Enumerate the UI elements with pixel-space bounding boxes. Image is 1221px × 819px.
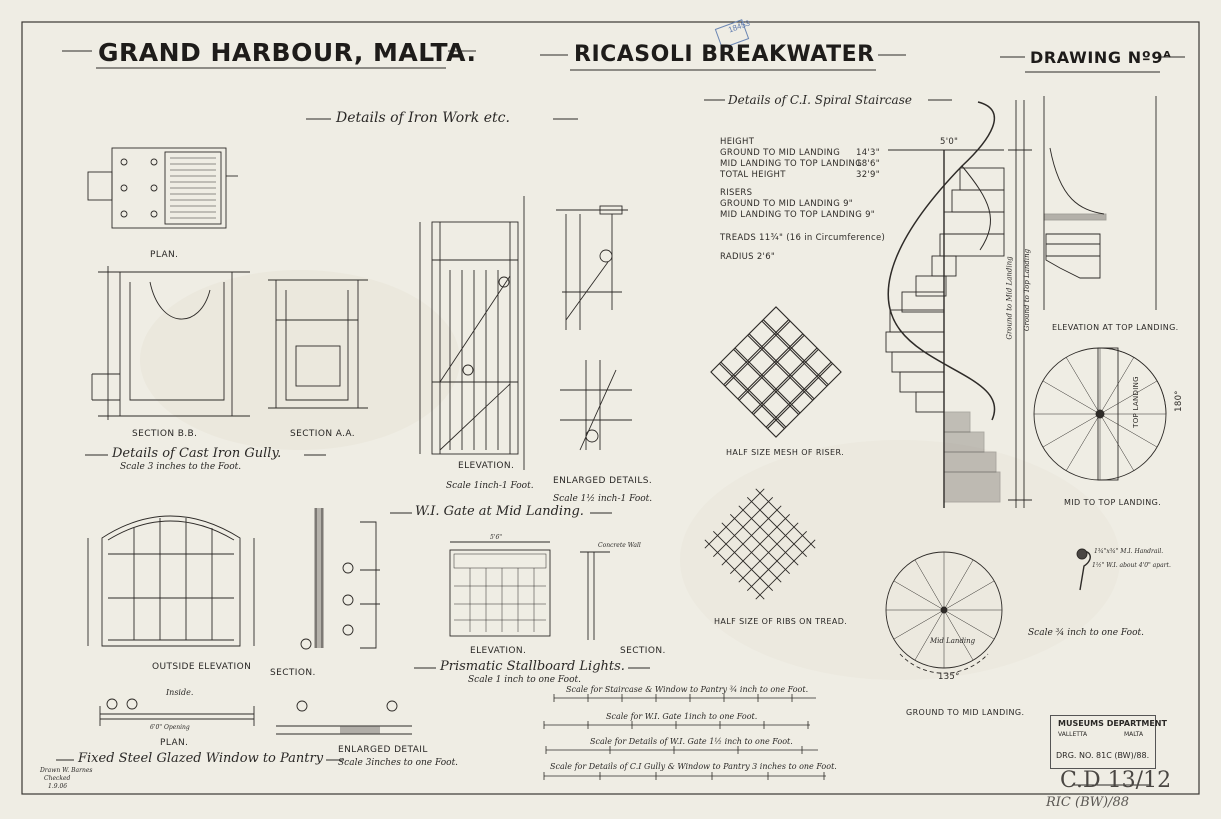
window-opening-dim: 6'0" Opening [150,724,190,731]
handwritten-reference: RIC (BW)/88 [1046,795,1129,810]
label-half-mesh: HALF SIZE MESH OF RISER. [726,448,845,457]
concrete-wall-note: Concrete Wall [598,542,641,549]
heading-cast-iron-gully: Details of Cast Iron Gully. [112,446,282,461]
label-stall-section: SECTION. [620,646,666,656]
main-title: GRAND HARBOUR, MALTA. [98,38,477,67]
label-stall-elevation: ELEVATION. [470,646,527,656]
scale-bar-gate: Scale for W.I. Gate 1inch to one Foot. [606,712,758,721]
scale-gate-elevation: Scale 1inch-1 Foot. [446,481,534,491]
stair-risers-gm: GROUND TO MID LANDING 9" [720,199,854,209]
stair-treads: TREADS 11¾" (16 in Circumference) [720,233,886,243]
signature-drawn: Drawn W. Barnes [40,767,93,774]
stair-mid-top-value: 18'6" [856,159,880,169]
scale-stair-detail: Scale ¾ inch to one Foot. [1028,628,1144,638]
stall-width-dim: 5'6" [490,534,503,541]
project-title: RICASOLI BREAKWATER [574,42,875,67]
scale-window-detail: Scale 3inches to one Foot. [338,758,459,768]
label-ground-to-mid: GROUND TO MID LANDING. [906,708,1025,717]
catalogue-number: 18453 [727,18,752,35]
scale-stallboard: Scale 1 inch to one Foot. [468,675,581,685]
stair-height-label: HEIGHT [720,137,755,147]
handrail-note: 1¾"x¾" M.I. Handrail. [1094,548,1164,555]
label-window-plan: PLAN. [160,738,189,748]
drawing-number: DRAWING Nº9ᴬ [1030,48,1172,67]
ground-to-top-vertical: Ground to Top Landing [1023,248,1032,332]
signature-checked: Checked [44,775,71,782]
label-outside-elevation: OUTSIDE ELEVATION [152,662,252,672]
heading-iron-work: Details of Iron Work etc. [336,110,510,126]
handwritten-code: C.D 13/12 [1060,768,1172,793]
stair-mid-top-label: MID LANDING TO TOP LANDING [720,159,863,169]
label-inside: Inside. [166,688,194,697]
stamp-city: VALLETTA [1058,731,1088,738]
signature-date: 1.9.06 [48,783,68,790]
stair-total-value: 32'9" [856,170,880,180]
label-plan-gully: PLAN. [150,250,179,260]
scale-bar-gully: Scale for Details of C.I Gully & Window to Pantry 3 inches to one Foot. [550,762,837,771]
label-half-ribs: HALF SIZE OF RIBS ON TREAD. [714,617,848,626]
stamp-country: MALTA [1124,731,1144,738]
dim-180: 180° [1173,390,1184,412]
label-mid-to-top: MID TO TOP LANDING. [1064,498,1162,507]
heading-stallboard: Prismatic Stallboard Lights. [440,659,625,674]
stair-ground-mid-value: 14'3" [856,148,880,158]
stamp-drawing-number: DRG. NO. 81C (BW)/88. [1056,751,1150,760]
scale-enlarged-details: Scale 1½ inch-1 Foot. [553,494,653,504]
label-enlarged-details: ENLARGED DETAILS. [553,476,653,486]
bracket-note: 1½" W.I. about 4'0" apart. [1092,562,1171,569]
label-section-aa: SECTION A.A. [290,429,356,439]
scale-gully: Scale 3 inches to the Foot. [120,462,242,472]
stair-radius: RADIUS 2'6" [720,252,776,262]
label-enlarged-detail: ENLARGED DETAIL [338,745,428,755]
dim-135: 135° [938,672,960,682]
label-window-section: SECTION. [270,668,316,678]
stair-risers-label: RISERS [720,188,753,198]
label-elev-top-landing: ELEVATION AT TOP LANDING. [1052,323,1179,332]
heading-pantry-window: Fixed Steel Glazed Window to Pantry [78,751,324,766]
heading-spiral-staircase: Details of C.I. Spiral Staircase [728,93,912,107]
stair-risers-mt: MID LANDING TO TOP LANDING 9" [720,210,876,220]
stair-total-label: TOTAL HEIGHT [720,170,786,180]
scale-bar-gate-details: Scale for Details of W.I. Gate 1½ inch to one Foot. [590,737,793,746]
label-gate-elevation: ELEVATION. [458,461,515,471]
heading-wi-gate: W.I. Gate at Mid Landing. [415,504,584,519]
label-top-landing: TOP LANDING [1131,376,1140,428]
stair-ground-mid-label: GROUND TO MID LANDING [720,148,841,158]
stamp-department: MUSEUMS DEPARTMENT [1058,719,1167,728]
label-section-bb: SECTION B.B. [132,429,198,439]
ground-to-mid-vertical: Ground to Mid Landing [1005,256,1014,340]
scale-bar-staircase: Scale for Staircase & Window to Pantry ¾ inch to one Foot. [566,685,809,694]
dim-5-0: 5'0" [940,137,959,147]
label-mid-landing: Mid Landing [930,637,976,645]
